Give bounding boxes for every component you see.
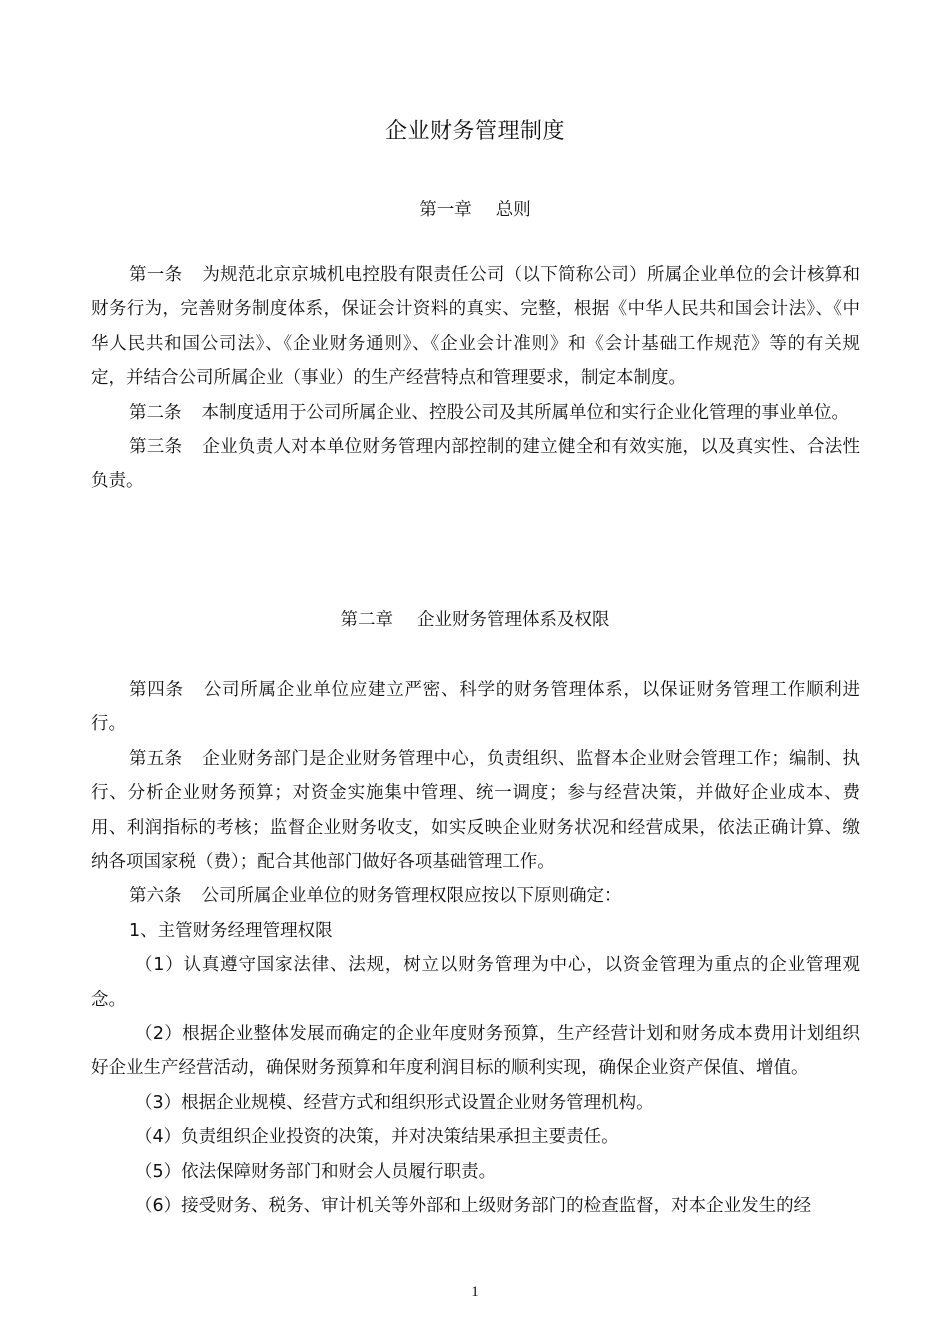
article-label: 第一条 xyxy=(129,265,183,285)
article-text: 企业负责人对本单位财务管理内部控制的建立健全和有效实施，以及真实性、合法性负责。 xyxy=(91,437,861,492)
article-4 xyxy=(91,673,860,742)
document-title: 企业财务管理制度 xyxy=(384,119,565,144)
chapter-2-number: 第二章 xyxy=(340,610,393,630)
subsection-heading: 1、主管财务经理管理权限 xyxy=(129,920,333,941)
list-item: （4）负责组织企业投资的决策，并对决策结果承担主要责任。 xyxy=(135,1127,619,1148)
article-2 xyxy=(91,396,860,430)
article-text: 公司所属企业单位的财务管理权限应按以下原则确定： xyxy=(201,886,622,907)
article-text: 企业财务部门是企业财务管理中心，负责组织、监督本企业财会管理工作；编制、执行、分析企业财务预算；对资金实施集中管理、统一调度；参与经营决策，并做好企业成本、费用、利润指标的考核；监督企业财务收支，如实反映企业财务状况和经营成果，依法正确计算、缴纳各项国家税（费）；配合其他部门做好各项基础管理工作。 xyxy=(91,748,861,873)
page-number: 1 xyxy=(471,1284,479,1300)
article-1 xyxy=(91,258,860,396)
chapter-1-heading xyxy=(0,197,950,223)
chapter-1-name: 总则 xyxy=(495,200,531,220)
chapter-2-body xyxy=(91,673,860,1224)
article-label: 第四条 xyxy=(129,680,184,700)
list-item: （5）依法保障财务部门和财会人员履行职责。 xyxy=(135,1161,497,1182)
chapter-1-body xyxy=(91,258,860,499)
article-label: 第五条 xyxy=(129,748,183,769)
article-text: 本制度适用于公司所属企业、控股公司及其所属单位和实行企业化管理的事业单位。 xyxy=(201,402,849,423)
article-3 xyxy=(91,430,860,499)
list-item: （2）根据企业整体发展而确定的企业年度财务预算，生产经营计划和财务成本费用计划组织好企业生产经营活动，确保财务预算和年度利润目标的顺利实现，确保企业资产保值、增值。 xyxy=(91,1024,860,1079)
article-6 xyxy=(91,879,860,913)
article-label: 第六条 xyxy=(129,886,182,907)
chapter-1-number: 第一章 xyxy=(419,200,472,220)
list-item: （1）认真遵守国家法律、法规，树立以财务管理为中心，以资金管理为重点的企业管理观念。 xyxy=(91,955,860,1010)
article-label: 第三条 xyxy=(129,437,183,458)
list-item: （3）根据企业规模、经营方式和组织形式设置企业财务管理机构。 xyxy=(135,1092,654,1113)
chapter-2-heading xyxy=(0,607,950,633)
article-5 xyxy=(91,742,860,880)
article-text: 为规范北京京城机电控股有限责任公司（以下简称公司）所属企业单位的会计核算和财务行为，完善财务制度体系，保证会计资料的真实、完整，根据《中华人民共和国会计法》、《中华人民共和国公司法》、《企业财务通则》、《企业会计准则》和《会计基础工作规范》等的有关规定，并结合公司所属企业（事业）的生产经营特点和管理要求，制定本制度。 xyxy=(91,265,861,389)
article-text: 公司所属企业单位应建立严密、科学的财务管理体系，以保证财务管理工作顺利进行。 xyxy=(91,680,860,735)
article-label: 第二条 xyxy=(129,402,182,423)
chapter-2-name: 企业财务管理体系及权限 xyxy=(417,610,610,630)
list-item: （6）接受财务、税务、审计机关等外部和上级财务部门的检查监督，对本企业发生的经 xyxy=(135,1196,812,1217)
